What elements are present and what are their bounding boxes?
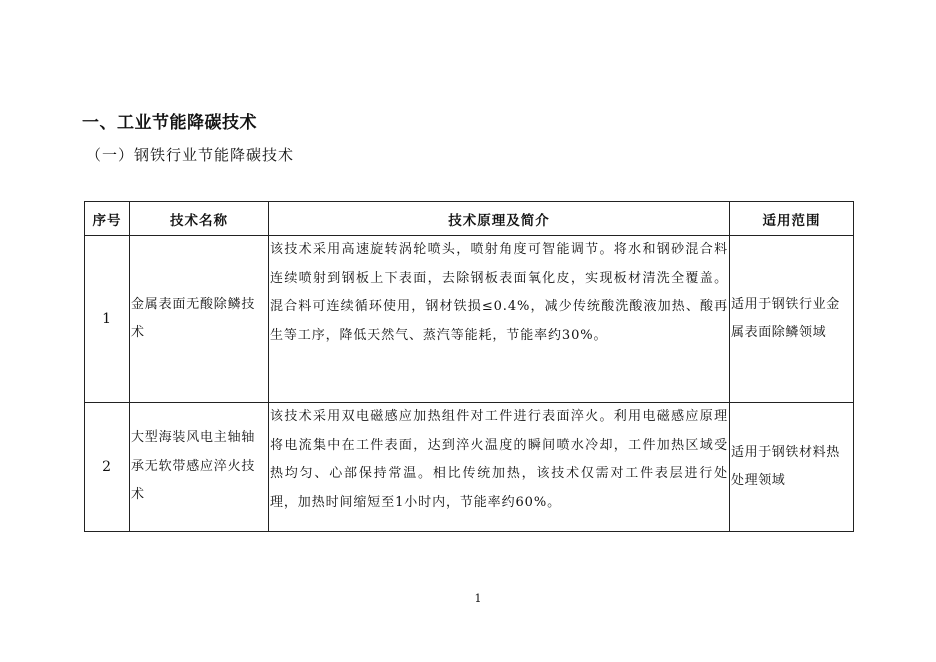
technology-description: 该技术采用高速旋转涡轮喷头，喷射角度可智能调节。将水和钢砂混合料连续喷射到钢板上下表面，去除钢板表面氧化皮，实现板材清洗全覆盖。混合料可连续循环使用，钢材铁损≤0.4%，减少传统酸洗酸液加热、酸再生等工序，降低天然气、蒸汽等能耗，节能率约30%。: [269, 236, 730, 403]
header-description: 技术原理及简介: [269, 202, 730, 236]
technology-name: 大型海装风电主轴轴承无软带感应淬火技术: [130, 403, 269, 532]
table-header-row: [85, 202, 854, 236]
technology-description: 该技术采用双电磁感应加热组件对工件进行表面淬火。利用电磁感应原理将电流集中在工件表面，达到淬火温度的瞬间喷水冷却，工件加热区域受热均匀、心部保持常温。相比传统加热，该技术仅需对工件表层进行处理，加热时间缩短至1小时内，节能率约60%。: [269, 403, 730, 532]
application-scope: 适用于钢铁行业金属表面除鳞领域: [730, 236, 854, 403]
application-scope: 适用于钢铁材料热处理领域: [730, 403, 854, 532]
table-row: [85, 403, 854, 532]
section-heading: 一、工业节能降碳技术: [82, 113, 257, 133]
row-number: 2: [85, 403, 130, 532]
technology-table: [84, 201, 854, 532]
row-number: 1: [85, 236, 130, 403]
table-row: [85, 236, 854, 403]
header-no: 序号: [85, 202, 130, 236]
subsection-heading: （一）钢铁行业节能降碳技术: [86, 146, 295, 164]
technology-name: 金属表面无酸除鳞技术: [130, 236, 269, 403]
header-name: 技术名称: [130, 202, 269, 236]
page-number: 1: [474, 592, 482, 605]
header-scope: 适用范围: [730, 202, 854, 236]
